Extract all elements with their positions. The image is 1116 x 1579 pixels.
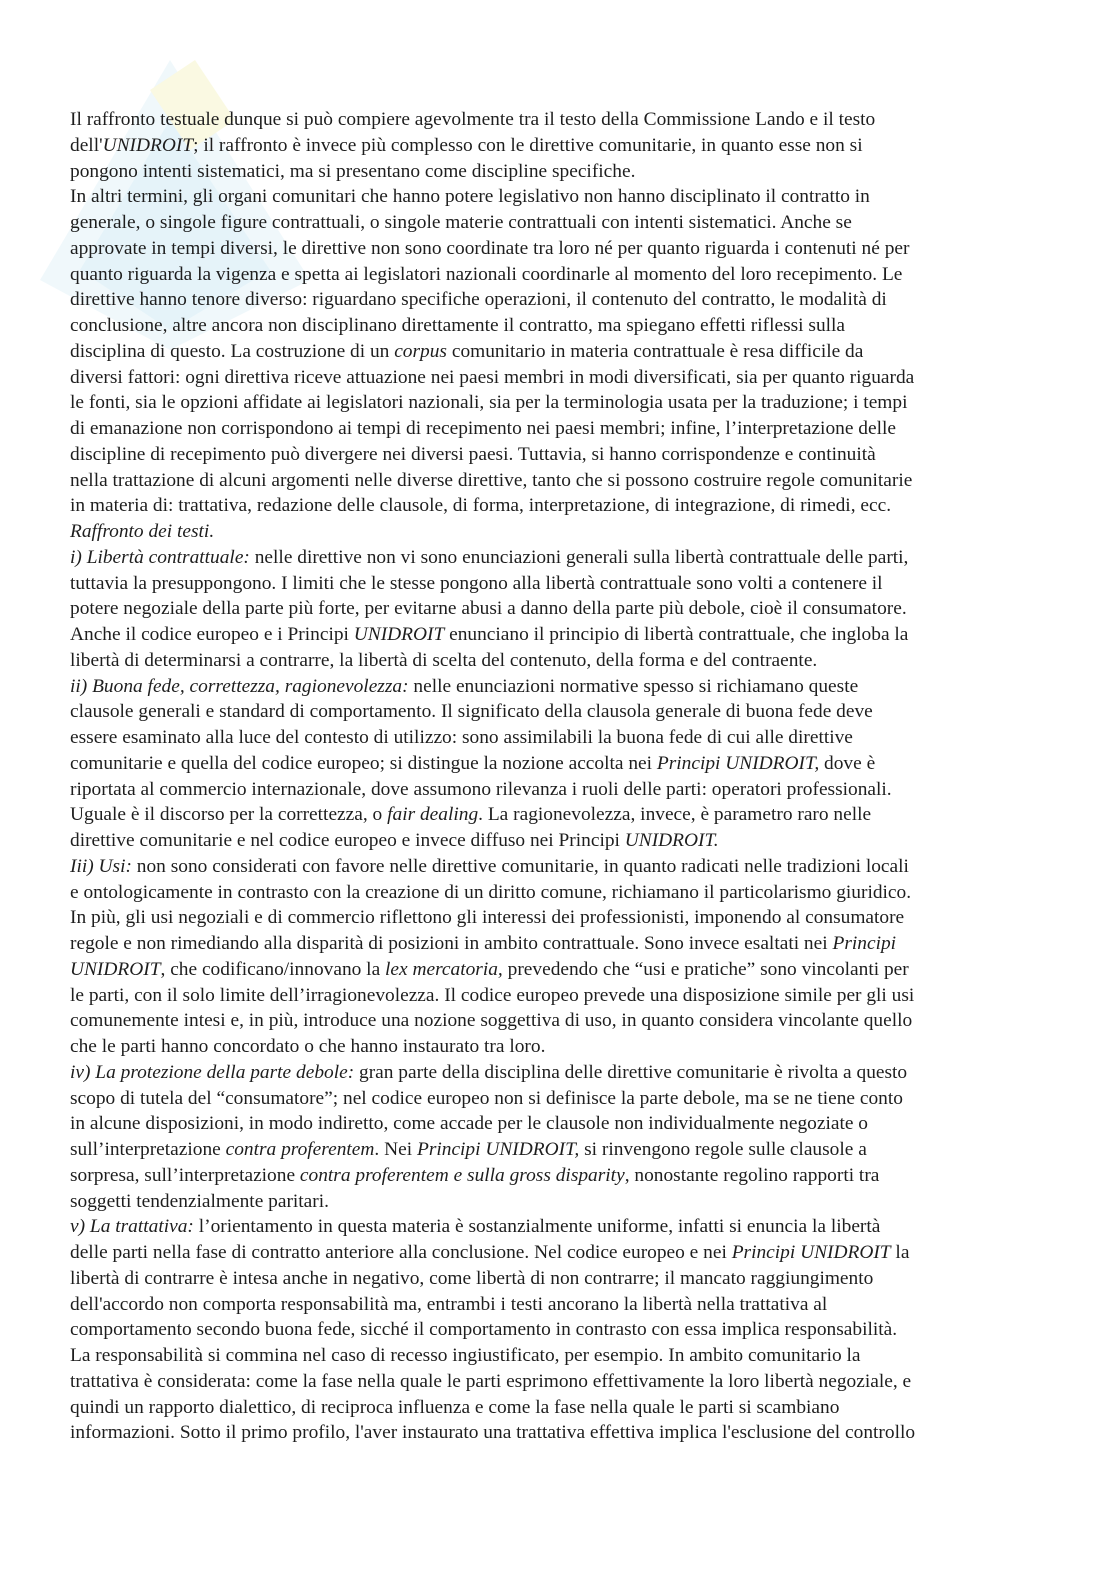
text-run: Uguale è il discorso per la correttezza, o <box>70 804 388 826</box>
text-line <box>70 931 1070 957</box>
text-line <box>70 468 1070 494</box>
text-run: approvate in tempi diversi, le direttive non sono coordinate tra loro né per quanto riguarda i contenuti né per <box>70 237 910 259</box>
italic-text: UNIDROIT. <box>624 830 719 851</box>
text-run: le parti, con il solo limite dell’irragionevolezza. Il codice europeo prevede una disposizione simile per gli usi <box>70 984 915 1006</box>
text-run: le fonti, sia le opzioni affidate ai legislatori nazionali, sia per la terminologia usata per la traduzione; i tempi <box>70 392 908 414</box>
text-run: Anche il codice europeo e i Principi <box>70 624 354 645</box>
text-line <box>70 957 1070 983</box>
text-line <box>70 442 1070 468</box>
text-run: Il raffronto testuale dunque si può compiere agevolmente tra il testo della Commissione Lando e il testo <box>70 109 876 130</box>
italic-text: iv) La protezione della parte debole: <box>70 1061 355 1083</box>
text-run: In altri termini, gli organi comunitari che hanno potere legislativo non hanno disciplinato il contratto in <box>70 186 870 208</box>
text-run: ; il raffronto è invece più complesso con le direttive comunitarie, in quanto esse non si <box>193 134 863 156</box>
text-line <box>70 287 1070 313</box>
text-run: libertà di determinarsi a contrarre, la libertà di scelta del contenuto, della forma e del contraente. <box>70 649 818 671</box>
italic-text: UNIDROIT <box>102 134 194 156</box>
text-run: discipline di recepimento può divergere nei diversi paesi. Tuttavia, si hanno corrispondenze e continuità <box>70 443 876 465</box>
text-line <box>70 571 1070 597</box>
text-run: sull’interpretazione <box>70 1139 226 1160</box>
text-run: direttive comunitarie e nel codice europeo e invece diffuso nei Principi <box>70 830 625 851</box>
text-line <box>70 1240 1070 1266</box>
text-line <box>70 1034 1070 1060</box>
italic-text: lex mercatoria, <box>385 958 503 980</box>
text-run: riportata al commercio internazionale, dove assumono rilevanza i ruoli delle parti: operatori professionali. <box>70 778 892 800</box>
text-line <box>70 880 1070 906</box>
text-line <box>70 828 1070 854</box>
text-run: gran parte della disciplina delle direttive comunitarie è rivolta a questo <box>354 1061 908 1083</box>
text-run: dove è <box>819 752 876 774</box>
text-run: nelle direttive non vi sono enunciazioni generali sulla libertà contrattuale delle parti, <box>249 546 909 568</box>
text-run: la <box>890 1242 910 1263</box>
italic-text: UNIDROIT <box>70 958 161 980</box>
text-run: si rinvengono regole sulle clausole a <box>579 1139 867 1160</box>
text-run: informazioni. Sotto il primo profilo, l'aver instaurato una trattativa effettiva implica l'esclusione del controllo <box>70 1422 916 1444</box>
text-line <box>70 674 1070 700</box>
text-line <box>70 262 1070 288</box>
text-run: comportamento secondo buona fede, sicché il comportamento in contrasto con essa implica responsabilità. <box>70 1319 898 1341</box>
text-line <box>70 699 1070 725</box>
text-line <box>70 1214 1070 1240</box>
text-line <box>70 519 1070 545</box>
text-line <box>70 596 1070 622</box>
text-run: tuttavia la presuppongono. I limiti che le stesse pongono alla libertà contrattuale sono volti a contenere il <box>70 572 883 594</box>
text-line <box>70 648 1070 674</box>
italic-text: fair dealing <box>387 804 479 826</box>
italic-text: Principi UNIDROIT <box>731 1242 891 1263</box>
text-line <box>70 1008 1070 1034</box>
text-line <box>70 159 1070 185</box>
text-run: enunciano il principio di libertà contrattuale, che ingloba la <box>444 624 909 645</box>
italic-text: contra proferentem <box>225 1139 375 1160</box>
text-run: diversi fattori: ogni direttiva riceve attuazione nei paesi membri in modi diversificati, sia per quanto riguarda <box>70 366 915 388</box>
text-run: l’orientamento in questa materia è sostanzialmente uniforme, infatti si enuncia la libertà <box>193 1216 881 1238</box>
text-line <box>70 777 1070 803</box>
text-line <box>70 1395 1070 1421</box>
italic-text: Principi UNIDROIT, <box>416 1139 580 1160</box>
text-run: che le parti hanno concordato o che hanno instaurato tra loro. <box>70 1036 546 1057</box>
text-run: regole e non rimediando alla disparità di posizioni in ambito contrattuale. Sono invece esaltati nei <box>70 933 833 954</box>
text-line <box>70 1189 1070 1215</box>
italic-text: corpus <box>394 340 447 362</box>
text-line <box>70 184 1070 210</box>
text-run: scopo di tutela del “consumatore”; nel codice europeo non si definisce la parte debole, ma se ne tiene conto <box>70 1087 903 1109</box>
text-run: , che codificano/innovano la <box>160 958 386 980</box>
text-line <box>70 1420 1070 1446</box>
text-run: nella trattazione di alcuni argomenti nelle diverse direttive, tanto che si possono costruire regole comunitarie <box>70 469 913 491</box>
text-run: pongono intenti sistematici, ma si presentano come discipline specifiche. <box>70 160 636 182</box>
text-line <box>70 210 1070 236</box>
text-run: libertà di contrarre è intesa anche in negativo, come libertà di non contrarre; il mancato raggiungimento <box>70 1267 874 1289</box>
text-run: disciplina di questo. La costruzione di un <box>70 340 395 362</box>
text-run: . La ragionevolezza, invece, è parametro raro nelle <box>478 804 872 826</box>
text-run: e ontologicamente in contrasto con la creazione di un diritto comune, richiamano il particolarismo giuridico. <box>70 881 912 903</box>
text-line <box>70 493 1070 519</box>
text-line <box>70 854 1070 880</box>
text-line <box>70 1137 1070 1163</box>
text-run: dell' <box>70 134 103 156</box>
text-line <box>70 107 1070 133</box>
text-run: dell'accordo non comporta responsabilità ma, entrambi i testi ancorano la libertà nella trattativa al <box>70 1293 828 1315</box>
italic-text: Principi UNIDROIT, <box>656 752 820 774</box>
text-line <box>70 1317 1070 1343</box>
italic-text: contra proferentem e sulla gross disparity <box>299 1164 625 1186</box>
text-line <box>70 365 1070 391</box>
text-line <box>70 1292 1070 1318</box>
text-line <box>70 751 1070 777</box>
text-line <box>70 622 1070 648</box>
text-line <box>70 313 1070 339</box>
text-run: sorpresa, sull’interpretazione <box>70 1164 300 1186</box>
text-run: soggetti tendenzialmente paritari. <box>70 1190 329 1212</box>
text-run: generale, o singole figure contrattuali, o singole materie contrattuali con intenti sistematici. Anche se <box>70 212 852 233</box>
text-run: essere esaminato alla luce del contesto di utilizzo: sono assimilabili la buona fede di cui alle direttive <box>70 727 853 748</box>
text-line <box>70 1086 1070 1112</box>
text-run: in materia di: trattativa, redazione delle clausole, di forma, interpretazione, di integrazione, di rimedi, ecc. <box>70 495 892 517</box>
text-run: quanto riguarda la vigenza e spetta ai legislatori nazionali coordinarle al momento del loro recepimento. Le <box>70 263 903 285</box>
italic-text: Principi <box>832 933 897 954</box>
text-line <box>70 1163 1070 1189</box>
text-line <box>70 390 1070 416</box>
text-run: nelle enunciazioni normative spesso si richiamano queste <box>408 675 859 697</box>
text-line <box>70 1111 1070 1137</box>
text-line <box>70 339 1070 365</box>
italic-text: Iii) Usi: <box>70 855 132 877</box>
text-run: . Nei <box>374 1139 417 1160</box>
text-run: comunitario in materia contrattuale è resa difficile da <box>446 340 864 362</box>
italic-text: Raffronto dei testi. <box>70 521 215 542</box>
text-line <box>70 133 1070 159</box>
text-run: comunitarie e quella del codice europeo; si distingue la nozione accolta nei <box>70 752 657 774</box>
text-run: delle parti nella fase di contratto anteriore alla conclusione. Nel codice europeo e nei <box>70 1242 732 1263</box>
text-line <box>70 1266 1070 1292</box>
text-line <box>70 416 1070 442</box>
document-page <box>70 107 1070 1446</box>
text-line <box>70 983 1070 1009</box>
text-line <box>70 905 1070 931</box>
text-run: , nonostante regolino rapporti tra <box>624 1164 880 1186</box>
text-line <box>70 1369 1070 1395</box>
text-line <box>70 1343 1070 1369</box>
text-run: di emanazione non corrispondono ai tempi di recepimento nei paesi membri; infine, l’interpretazione delle <box>70 418 896 439</box>
italic-text: UNIDROIT <box>353 624 445 645</box>
text-run: In più, gli usi negoziali e di commercio riflettono gli interessi dei professionisti, imponendo al consumatore <box>70 907 905 929</box>
text-line <box>70 1060 1070 1086</box>
text-run: comunemente intesi e, in più, introduce una nozione soggettiva di uso, in quanto considera vincolante quello <box>70 1010 913 1032</box>
text-run: conclusione, altre ancora non disciplinano direttamente il contratto, ma spiegano effetti riflessi sulla <box>70 315 846 336</box>
text-line <box>70 545 1070 571</box>
text-run: clausole generali e standard di comportamento. Il significato della clausola generale di buona fede deve <box>70 701 873 723</box>
italic-text: v) La trattativa: <box>70 1216 194 1238</box>
text-run: direttive hanno tenore diverso: riguardano specifiche operazioni, il contenuto del contratto, le modalità di <box>70 289 887 311</box>
italic-text: i) Libertà contrattuale: <box>70 546 250 568</box>
text-line <box>70 725 1070 751</box>
italic-text: ii) Buona fede, correttezza, ragionevolezza: <box>70 675 409 697</box>
text-run: La responsabilità si commina nel caso di recesso ingiustificato, per esempio. In ambito comunitario la <box>70 1345 861 1366</box>
text-run: prevedendo che “usi e pratiche” sono vincolanti per <box>502 958 909 980</box>
text-run: trattativa è considerata: come la fase nella quale le parti esprimono effettivamente la loro libertà negoziale, e <box>70 1370 912 1392</box>
text-run: in alcune disposizioni, in modo indiretto, come accade per le clausole non individualmente negoziate o <box>70 1113 868 1135</box>
text-line <box>70 236 1070 262</box>
text-run: quindi un rapporto dialettico, di reciproca influenza e come la fase nella quale le parti si scambiano <box>70 1396 840 1418</box>
text-line <box>70 802 1070 828</box>
text-run: potere negoziale della parte più forte, per evitarne abusi a danno della parte più debole, cioè il consumatore. <box>70 598 907 620</box>
text-run: non sono considerati con favore nelle direttive comunitarie, in quanto radicati nelle tradizioni locali <box>131 855 909 877</box>
